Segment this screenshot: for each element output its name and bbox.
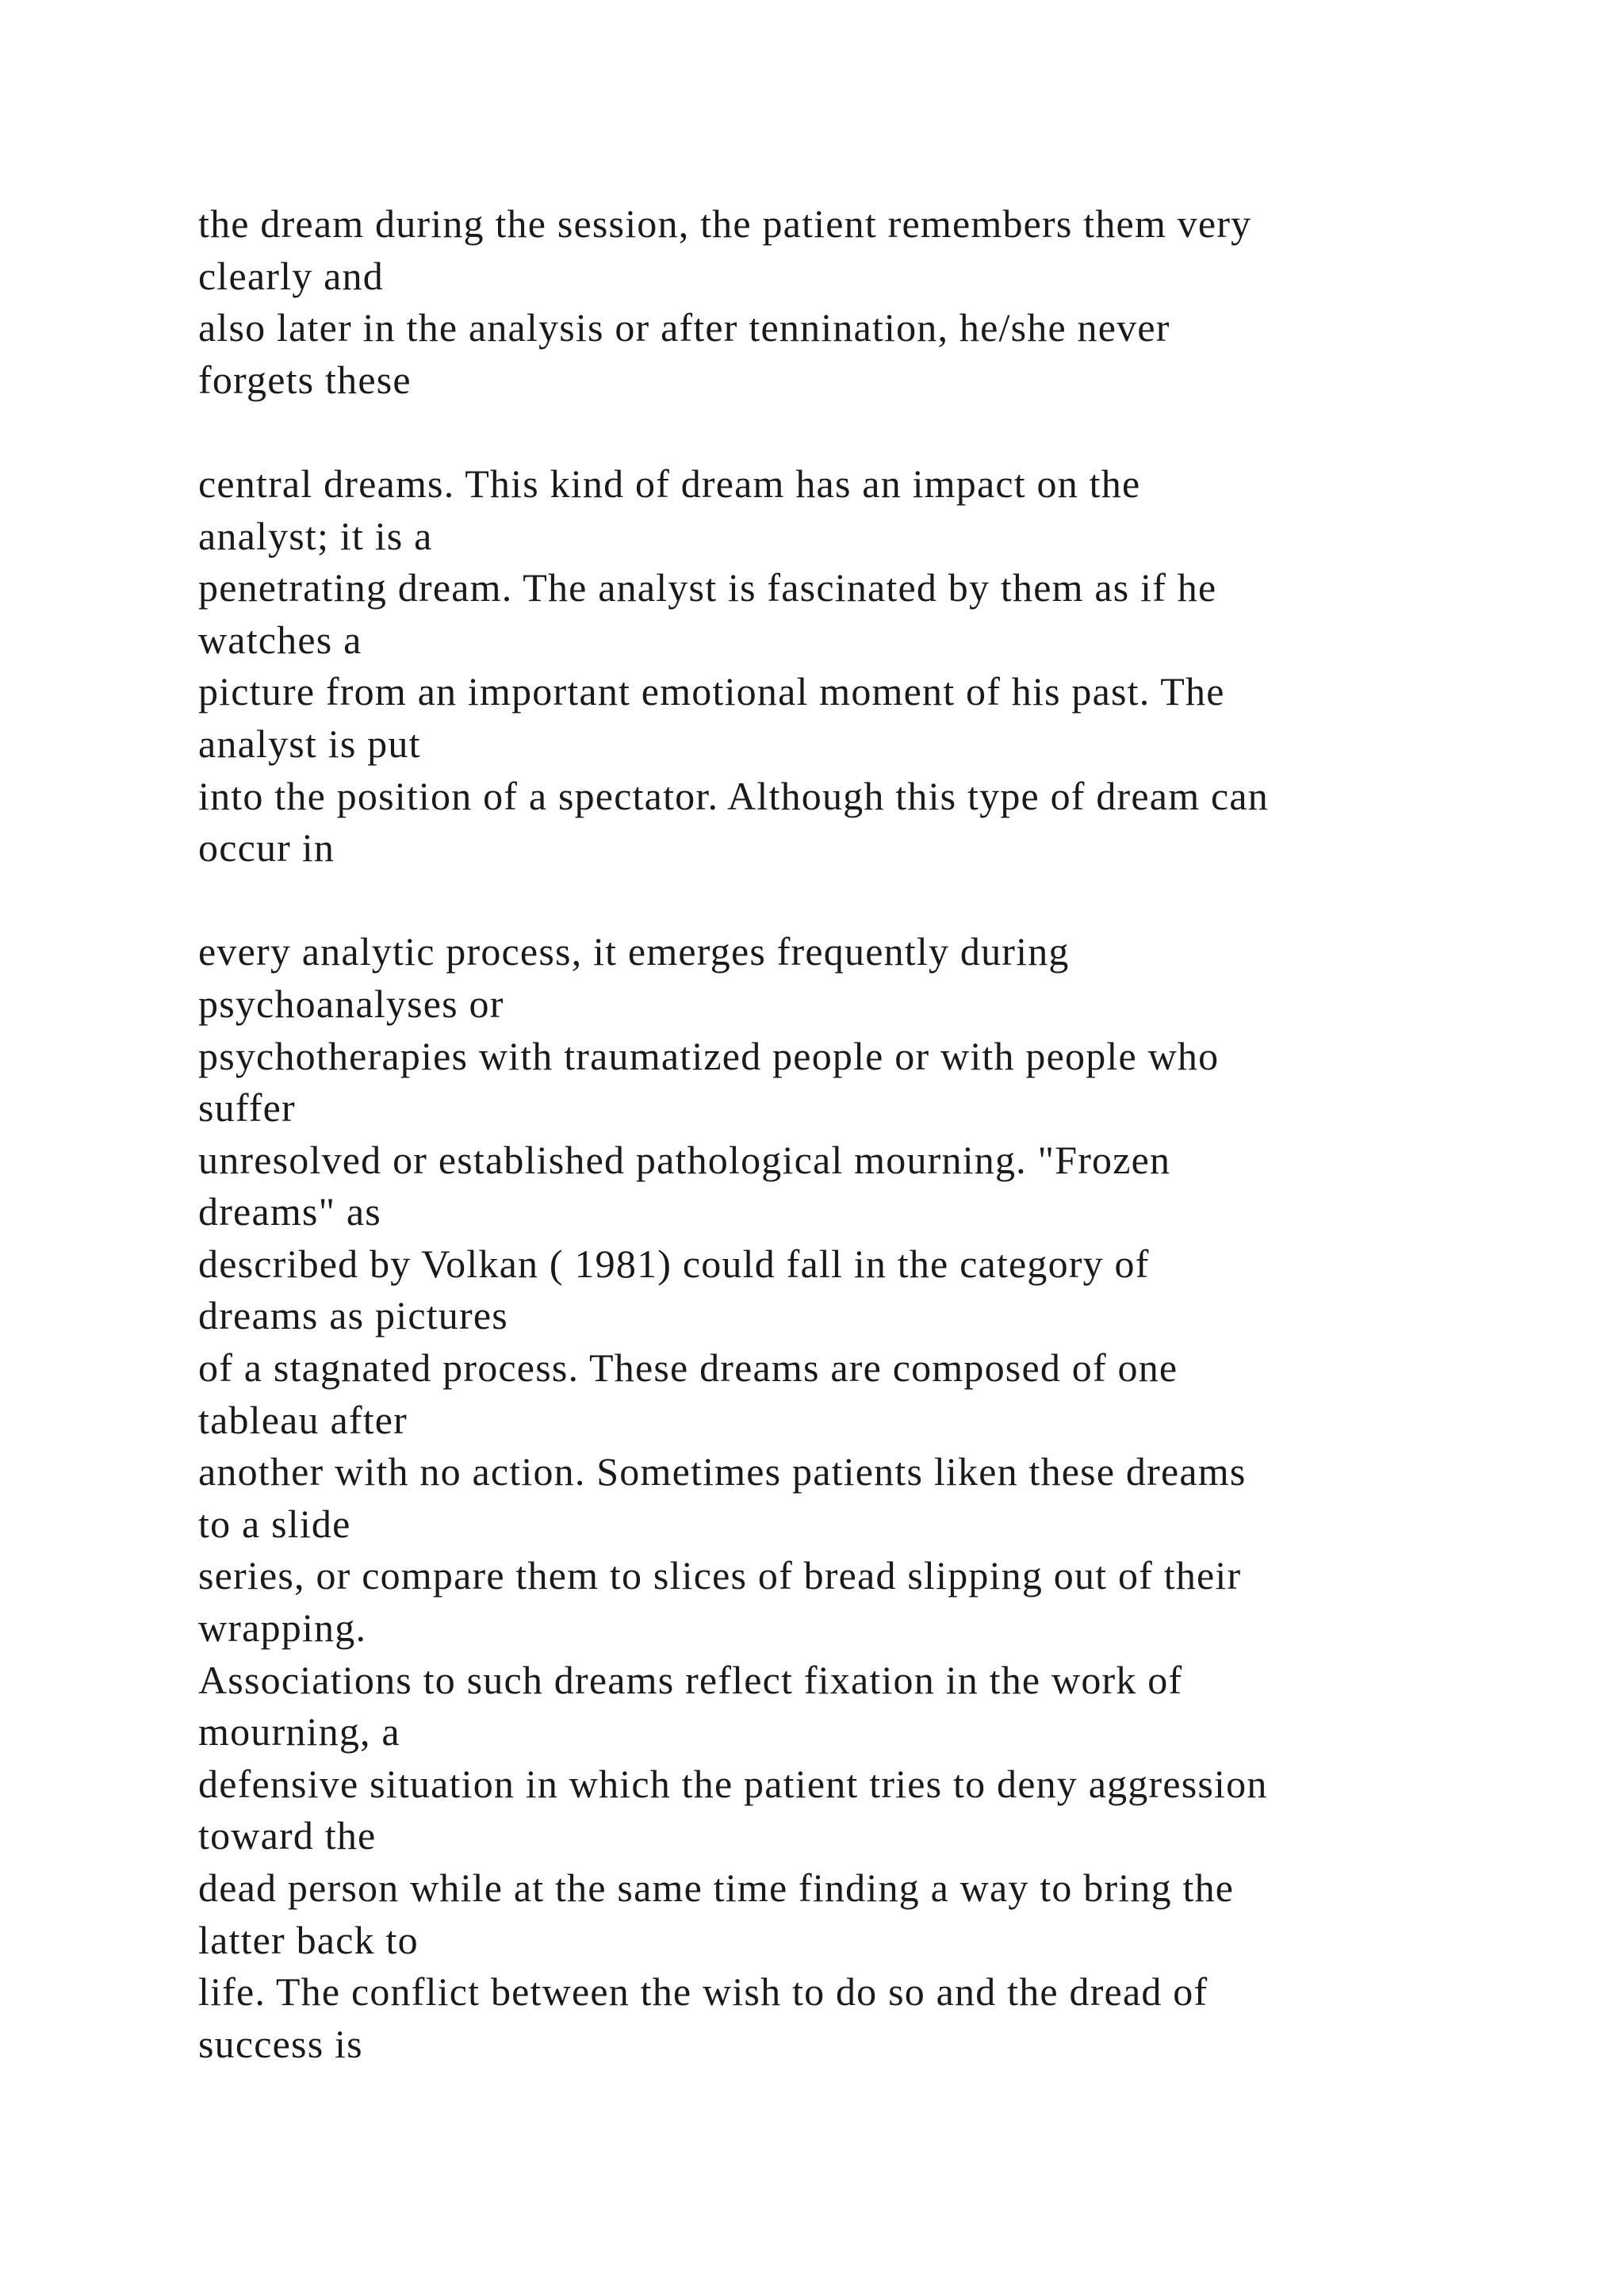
text-line: toward the	[198, 1813, 377, 1858]
text-line: clearly and	[198, 253, 384, 298]
text-line: to a slide	[198, 1501, 351, 1546]
text-line: forgets these	[198, 357, 412, 402]
text-line: Associations to such dreams reflect fixation in the work of	[198, 1657, 1183, 1702]
text-line: success is	[198, 2021, 363, 2066]
text-line: life. The conflict between the wish to do so and the dread of	[198, 1969, 1208, 2015]
text-line: another with no action. Sometimes patients liken these dreams	[198, 1449, 1247, 1494]
text-line: penetrating dream. The analyst is fascinated by them as if he	[198, 565, 1217, 610]
body-text	[198, 198, 1546, 2070]
text-line: every analytic process, it emerges frequently during	[198, 929, 1070, 974]
text-line: latter back to	[198, 1917, 419, 1962]
text-line: defensive situation in which the patient tries to deny aggression	[198, 1761, 1268, 1806]
text-line: of a stagnated process. These dreams are composed of one	[198, 1345, 1178, 1391]
text-line: also later in the analysis or after tennination, he/she never	[198, 305, 1170, 350]
text-line: psychoanalyses or	[198, 981, 504, 1026]
text-line: watches a	[198, 617, 362, 662]
text-line: the dream during the session, the patient remembers them very	[198, 201, 1252, 246]
text-line: mourning, a	[198, 1709, 400, 1755]
text-line: wrapping.	[198, 1605, 367, 1651]
text-line: series, or compare them to slices of bread slipping out of their	[198, 1553, 1242, 1598]
text-line: psychotherapies with traumatized people or with people who	[198, 1033, 1220, 1078]
text-line: unresolved or established pathological mourning. "Frozen	[198, 1137, 1171, 1182]
text-line: tableau after	[198, 1397, 408, 1442]
text-line: central dreams. This kind of dream has an impact on the	[198, 461, 1141, 506]
text-line: into the position of a spectator. Although this type of dream can	[198, 773, 1269, 818]
text-line: dead person while at the same time finding a way to bring the	[198, 1866, 1235, 1910]
text-line: picture from an important emotional moment of his past. The	[198, 669, 1225, 714]
text-line: occur in	[198, 825, 335, 871]
paragraph-break	[198, 406, 1546, 458]
text-line: dreams" as	[198, 1189, 381, 1234]
text-line: dreams as pictures	[198, 1293, 508, 1338]
text-line: analyst is put	[198, 721, 421, 766]
text-line: analyst; it is a	[198, 513, 433, 558]
text-line: suffer	[198, 1085, 296, 1131]
text-line: described by Volkan ( 1981) could fall in the category of	[198, 1241, 1150, 1286]
paragraph-break	[198, 874, 1546, 927]
